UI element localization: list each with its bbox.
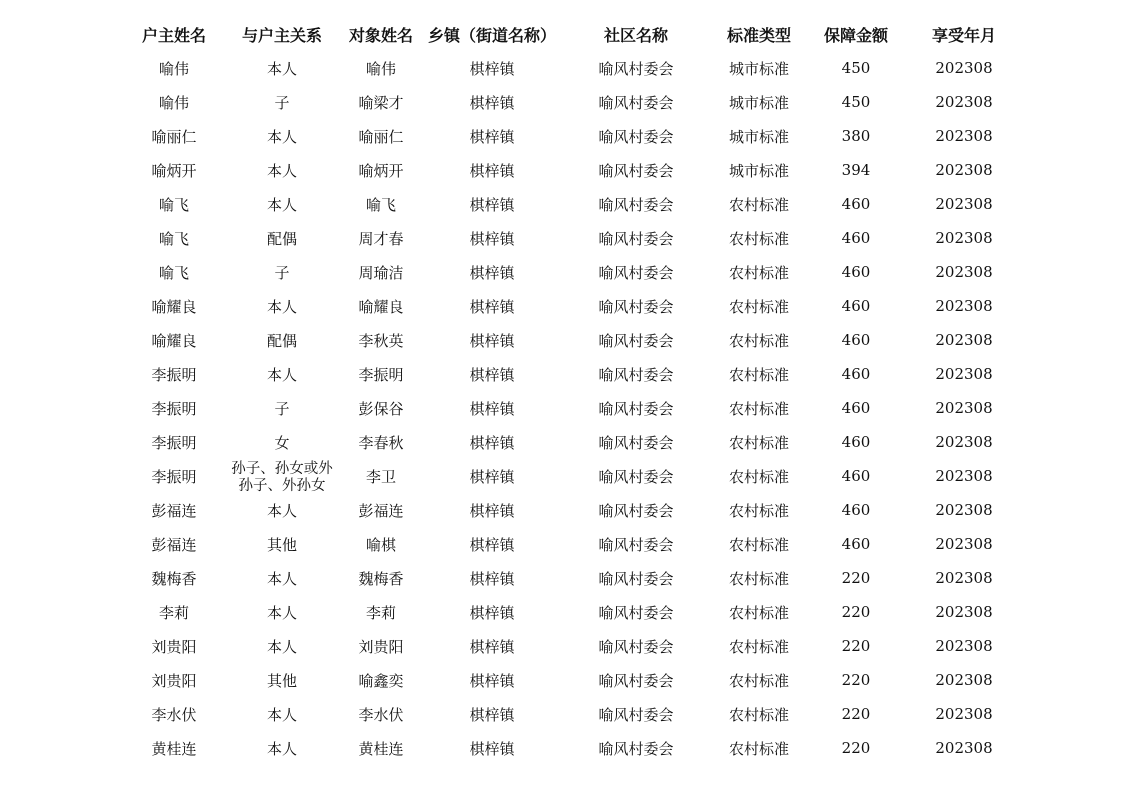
cell-household-head-name: 刘贵阳 xyxy=(151,637,197,656)
table-row xyxy=(118,187,1018,221)
cell-community-name: 喻风村委会 xyxy=(598,433,674,452)
cell-township: 棋梓镇 xyxy=(469,535,515,554)
cell-community-name: 喻风村委会 xyxy=(598,501,674,520)
cell-township: 棋梓镇 xyxy=(469,161,515,180)
cell-standard-type: 农村标准 xyxy=(728,331,789,350)
cell-township: 棋梓镇 xyxy=(469,297,515,316)
header-relationship: 与户主关系 xyxy=(241,25,322,45)
cell-community-name: 喻风村委会 xyxy=(598,637,674,656)
cell-benefit-month: 202308 xyxy=(935,535,993,553)
cell-benefit-month: 202308 xyxy=(935,93,993,111)
cell-benefit-month: 202308 xyxy=(935,433,993,451)
cell-standard-type: 农村标准 xyxy=(728,535,789,554)
cell-recipient-name: 喻丽仁 xyxy=(358,127,404,146)
cell-benefit-month: 202308 xyxy=(935,671,993,689)
cell-benefit-amount: 220 xyxy=(841,705,871,723)
cell-recipient-name: 李振明 xyxy=(358,365,404,384)
cell-community-name: 喻风村委会 xyxy=(598,93,674,112)
cell-standard-type: 农村标准 xyxy=(728,637,789,656)
cell-relationship: 孙子、孙女或外孙子、外孙女 xyxy=(231,460,333,493)
table-cell-wrapper xyxy=(230,459,334,493)
cell-township: 棋梓镇 xyxy=(469,195,515,214)
cell-community-name: 喻风村委会 xyxy=(598,195,674,214)
cell-standard-type: 农村标准 xyxy=(728,195,789,214)
table-row xyxy=(118,153,1018,187)
cell-standard-type: 农村标准 xyxy=(728,297,789,316)
cell-standard-type: 农村标准 xyxy=(728,365,789,384)
cell-benefit-amount: 460 xyxy=(841,297,871,315)
cell-township: 棋梓镇 xyxy=(469,501,515,520)
cell-benefit-amount: 460 xyxy=(841,263,871,281)
cell-community-name: 喻风村委会 xyxy=(598,365,674,384)
cell-benefit-amount: 460 xyxy=(841,195,871,213)
cell-recipient-name: 喻梁才 xyxy=(358,93,404,112)
cell-recipient-name: 周才春 xyxy=(358,229,404,248)
cell-community-name: 喻风村委会 xyxy=(598,127,674,146)
cell-recipient-name: 喻耀良 xyxy=(358,297,404,316)
cell-household-head-name: 李振明 xyxy=(151,365,197,384)
cell-standard-type: 城市标准 xyxy=(728,93,789,112)
cell-household-head-name: 魏梅香 xyxy=(151,569,197,588)
cell-recipient-name: 喻炳开 xyxy=(358,161,404,180)
cell-benefit-amount: 220 xyxy=(841,569,871,587)
cell-standard-type: 农村标准 xyxy=(728,569,789,588)
cell-standard-type: 农村标准 xyxy=(728,263,789,282)
cell-household-head-name: 喻炳开 xyxy=(151,161,197,180)
cell-township: 棋梓镇 xyxy=(469,399,515,418)
cell-relationship: 本人 xyxy=(266,127,297,146)
table-row xyxy=(118,391,1018,425)
cell-township: 棋梓镇 xyxy=(469,705,515,724)
table-row xyxy=(118,357,1018,391)
cell-relationship: 本人 xyxy=(266,365,297,384)
assistance-table xyxy=(118,17,1018,765)
cell-standard-type: 城市标准 xyxy=(728,161,789,180)
cell-benefit-amount: 220 xyxy=(841,603,871,621)
cell-benefit-month: 202308 xyxy=(935,569,993,587)
cell-household-head-name: 李振明 xyxy=(151,433,197,452)
cell-standard-type: 农村标准 xyxy=(728,399,789,418)
cell-standard-type: 农村标准 xyxy=(728,603,789,622)
cell-benefit-amount: 460 xyxy=(841,229,871,247)
cell-recipient-name: 喻飞 xyxy=(365,195,396,214)
cell-benefit-month: 202308 xyxy=(935,467,993,485)
cell-benefit-month: 202308 xyxy=(935,297,993,315)
cell-township: 棋梓镇 xyxy=(469,127,515,146)
cell-relationship: 子 xyxy=(274,263,290,282)
table-row xyxy=(118,561,1018,595)
cell-relationship: 配偶 xyxy=(266,331,297,350)
cell-standard-type: 城市标准 xyxy=(728,59,789,78)
table-body xyxy=(118,51,1018,765)
cell-recipient-name: 李春秋 xyxy=(358,433,404,452)
cell-relationship: 本人 xyxy=(266,705,297,724)
table-row xyxy=(118,731,1018,765)
cell-community-name: 喻风村委会 xyxy=(598,331,674,350)
cell-recipient-name: 李水伏 xyxy=(358,705,404,724)
cell-recipient-name: 魏梅香 xyxy=(358,569,404,588)
document-sheet xyxy=(118,17,1018,765)
table-row xyxy=(118,493,1018,527)
table-row xyxy=(118,85,1018,119)
cell-recipient-name: 喻棋 xyxy=(365,535,396,554)
cell-household-head-name: 喻飞 xyxy=(158,263,189,282)
header-household-head-name: 户主姓名 xyxy=(141,25,206,45)
cell-benefit-amount: 450 xyxy=(841,93,871,111)
table-header-row xyxy=(118,17,1018,51)
cell-township: 棋梓镇 xyxy=(469,467,515,486)
cell-relationship: 本人 xyxy=(266,603,297,622)
cell-benefit-month: 202308 xyxy=(935,365,993,383)
cell-community-name: 喻风村委会 xyxy=(598,399,674,418)
cell-community-name: 喻风村委会 xyxy=(598,739,674,758)
header-standard-type: 标准类型 xyxy=(726,25,791,45)
cell-benefit-month: 202308 xyxy=(935,399,993,417)
cell-household-head-name: 彭福连 xyxy=(151,535,197,554)
cell-recipient-name: 李莉 xyxy=(365,603,396,622)
table-row xyxy=(118,663,1018,697)
cell-benefit-amount: 450 xyxy=(841,59,871,77)
table-row xyxy=(118,51,1018,85)
cell-community-name: 喻风村委会 xyxy=(598,263,674,282)
cell-community-name: 喻风村委会 xyxy=(598,671,674,690)
cell-household-head-name: 喻伟 xyxy=(158,93,189,112)
cell-household-head-name: 彭福连 xyxy=(151,501,197,520)
cell-recipient-name: 李卫 xyxy=(365,467,396,486)
table-row xyxy=(118,323,1018,357)
cell-benefit-amount: 380 xyxy=(841,127,871,145)
cell-benefit-amount: 460 xyxy=(841,501,871,519)
cell-community-name: 喻风村委会 xyxy=(598,297,674,316)
cell-relationship: 本人 xyxy=(266,297,297,316)
cell-benefit-amount: 220 xyxy=(841,671,871,689)
cell-recipient-name: 喻鑫奕 xyxy=(358,671,404,690)
cell-community-name: 喻风村委会 xyxy=(598,603,674,622)
cell-community-name: 喻风村委会 xyxy=(598,229,674,248)
cell-benefit-amount: 220 xyxy=(841,637,871,655)
cell-township: 棋梓镇 xyxy=(469,331,515,350)
cell-benefit-amount: 220 xyxy=(841,739,871,757)
cell-household-head-name: 喻飞 xyxy=(158,195,189,214)
header-benefit-amount: 保障金额 xyxy=(823,25,888,45)
cell-benefit-month: 202308 xyxy=(935,127,993,145)
cell-township: 棋梓镇 xyxy=(469,739,515,758)
cell-relationship: 其他 xyxy=(266,535,297,554)
table-row xyxy=(118,459,1018,493)
cell-relationship: 本人 xyxy=(266,739,297,758)
cell-community-name: 喻风村委会 xyxy=(598,467,674,486)
cell-relationship: 子 xyxy=(274,399,290,418)
cell-relationship: 本人 xyxy=(266,195,297,214)
header-township: 乡镇（街道名称） xyxy=(428,25,556,45)
cell-relationship: 本人 xyxy=(266,637,297,656)
cell-township: 棋梓镇 xyxy=(469,365,515,384)
cell-benefit-month: 202308 xyxy=(935,195,993,213)
cell-benefit-amount: 460 xyxy=(841,467,871,485)
cell-community-name: 喻风村委会 xyxy=(598,705,674,724)
cell-recipient-name: 黄桂连 xyxy=(358,739,404,758)
table-row xyxy=(118,595,1018,629)
cell-standard-type: 农村标准 xyxy=(728,433,789,452)
cell-relationship: 本人 xyxy=(266,501,297,520)
cell-recipient-name: 彭保谷 xyxy=(358,399,404,418)
cell-benefit-month: 202308 xyxy=(935,501,993,519)
cell-benefit-amount: 460 xyxy=(841,535,871,553)
cell-township: 棋梓镇 xyxy=(469,93,515,112)
cell-benefit-month: 202308 xyxy=(935,331,993,349)
cell-benefit-month: 202308 xyxy=(935,705,993,723)
cell-township: 棋梓镇 xyxy=(469,59,515,78)
cell-standard-type: 农村标准 xyxy=(728,739,789,758)
cell-recipient-name: 刘贵阳 xyxy=(358,637,404,656)
cell-relationship: 本人 xyxy=(266,161,297,180)
cell-household-head-name: 李水伏 xyxy=(151,705,197,724)
cell-township: 棋梓镇 xyxy=(469,671,515,690)
cell-standard-type: 城市标准 xyxy=(728,127,789,146)
cell-recipient-name: 周瑜洁 xyxy=(358,263,404,282)
cell-township: 棋梓镇 xyxy=(469,603,515,622)
cell-benefit-month: 202308 xyxy=(935,637,993,655)
cell-relationship: 配偶 xyxy=(266,229,297,248)
cell-standard-type: 农村标准 xyxy=(728,671,789,690)
cell-benefit-amount: 460 xyxy=(841,433,871,451)
cell-household-head-name: 喻丽仁 xyxy=(151,127,197,146)
cell-relationship: 其他 xyxy=(266,671,297,690)
cell-relationship: 本人 xyxy=(266,59,297,78)
cell-relationship: 子 xyxy=(274,93,290,112)
cell-benefit-month: 202308 xyxy=(935,229,993,247)
table-row xyxy=(118,697,1018,731)
cell-township: 棋梓镇 xyxy=(469,263,515,282)
cell-household-head-name: 李莉 xyxy=(158,603,189,622)
cell-relationship: 女 xyxy=(274,433,290,452)
cell-benefit-amount: 394 xyxy=(841,161,871,179)
cell-household-head-name: 喻耀良 xyxy=(151,331,197,350)
cell-standard-type: 农村标准 xyxy=(728,705,789,724)
cell-household-head-name: 黄桂连 xyxy=(151,739,197,758)
cell-community-name: 喻风村委会 xyxy=(598,59,674,78)
cell-township: 棋梓镇 xyxy=(469,569,515,588)
cell-benefit-month: 202308 xyxy=(935,59,993,77)
cell-recipient-name: 喻伟 xyxy=(365,59,396,78)
cell-standard-type: 农村标准 xyxy=(728,229,789,248)
cell-relationship: 本人 xyxy=(266,569,297,588)
table-row xyxy=(118,289,1018,323)
header-benefit-month: 享受年月 xyxy=(931,25,996,45)
header-community-name: 社区名称 xyxy=(603,25,668,45)
cell-household-head-name: 李振明 xyxy=(151,399,197,418)
table-row xyxy=(118,527,1018,561)
cell-community-name: 喻风村委会 xyxy=(598,161,674,180)
cell-benefit-amount: 460 xyxy=(841,365,871,383)
cell-benefit-amount: 460 xyxy=(841,331,871,349)
cell-recipient-name: 彭福连 xyxy=(358,501,404,520)
cell-benefit-month: 202308 xyxy=(935,263,993,281)
cell-benefit-month: 202308 xyxy=(935,603,993,621)
table-row xyxy=(118,221,1018,255)
cell-benefit-month: 202308 xyxy=(935,739,993,757)
header-recipient-name: 对象姓名 xyxy=(348,25,413,45)
cell-household-head-name: 喻耀良 xyxy=(151,297,197,316)
cell-township: 棋梓镇 xyxy=(469,229,515,248)
table-row xyxy=(118,255,1018,289)
cell-township: 棋梓镇 xyxy=(469,433,515,452)
cell-household-head-name: 喻伟 xyxy=(158,59,189,78)
cell-standard-type: 农村标准 xyxy=(728,467,789,486)
table-row xyxy=(118,425,1018,459)
cell-community-name: 喻风村委会 xyxy=(598,569,674,588)
table-row xyxy=(118,119,1018,153)
cell-recipient-name: 李秋英 xyxy=(358,331,404,350)
cell-community-name: 喻风村委会 xyxy=(598,535,674,554)
cell-benefit-amount: 460 xyxy=(841,399,871,417)
table-row xyxy=(118,629,1018,663)
cell-household-head-name: 刘贵阳 xyxy=(151,671,197,690)
cell-standard-type: 农村标准 xyxy=(728,501,789,520)
cell-household-head-name: 喻飞 xyxy=(158,229,189,248)
cell-township: 棋梓镇 xyxy=(469,637,515,656)
cell-household-head-name: 李振明 xyxy=(151,467,197,486)
cell-benefit-month: 202308 xyxy=(935,161,993,179)
